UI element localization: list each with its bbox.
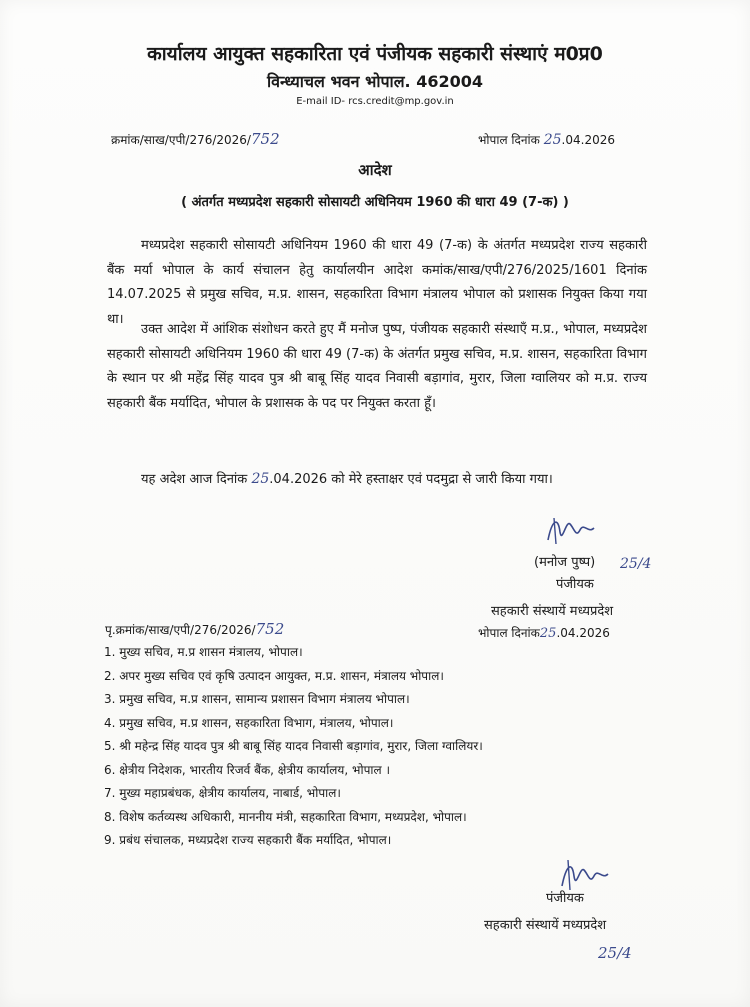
list-item: 1. मुख्य सचिव, म.प्र शासन मंत्रालय, भोपाल। xyxy=(104,645,303,659)
paragraph-3-prefix: यह अदेश आज दिनांक xyxy=(141,472,248,487)
copy-date-prefix: भोपाल दिनांक xyxy=(478,626,540,640)
copy-reference-text: पृ.क्रमांक/साख/एपी/276/2026/ xyxy=(105,623,256,637)
list-item: 8. विशेष कर्तव्यस्थ अधिकारी, माननीय मंत्री, सहकारिता विभाग, मध्यप्रदेश, भोपाल। xyxy=(104,809,467,824)
signature-mark-1 xyxy=(540,510,600,550)
signature-2-date-note: 25/4 xyxy=(598,944,632,962)
order-paragraph-2-text: उक्त आदेश में आंशिक संशोधन करते हुए मैं मनोज पुष्प, पंजीयक सहकारी संस्थाएँ म.प्र., भोपाल, मध्यप्रदेश सहकारी सोसायटी अधिनियम 1960 की धारा 49 (7-क) के अंतर्गत प्रमुख सचिव, म.प्र. शासन, सहकारिता विभाग के स्थान पर श्री महेंद्र सिंह यादव पुत्र श्री बाबू सिंह यादव निवासी बड़ागांव, मुरार, जिला ग्वालियर को म.प्र. राज्य सहकारी बैंक मर्यादित, भोपाल के प्रशासक के पद पर नियुक्त करता हूँ। xyxy=(107,322,647,411)
order-reference-number xyxy=(111,130,280,148)
order-title: आदेश xyxy=(358,161,392,179)
order-date xyxy=(478,131,615,148)
order-subtitle: ( अंतर्गत मध्यप्रदेश सहकारी सोसायटी अधिनियम 1960 की धारा 49 (7-क) ) xyxy=(181,195,569,210)
order-date-day: 25 xyxy=(543,132,562,148)
signatory-organization: सहकारी संस्थायें मध्यप्रदेश xyxy=(491,604,614,619)
order-date-suffix: .04.2026 xyxy=(561,133,615,147)
order-date-prefix: भोपाल दिनांक xyxy=(478,133,540,147)
copy-date-suffix: .04.2026 xyxy=(556,626,610,640)
paragraph-3-suffix: .04.2026 को मेरे हस्ताक्षर एवं पदमुद्रा से जारी किया गया। xyxy=(269,472,553,487)
copy-reference-number xyxy=(105,620,284,638)
copy-recipient-list xyxy=(104,641,483,853)
paragraph-3-day: 25 xyxy=(251,471,270,487)
signatory-name: (मनोज पुष्प) xyxy=(534,555,596,570)
office-heading: कार्यालय आयुक्त सहकारिता एवं पंजीयक सहकारी संस्थाएं म0प्र0 xyxy=(147,43,603,65)
list-item: 4. प्रमुख सचिव, म.प्र शासन, सहकारिता विभाग, मंत्रालय, भोपाल। xyxy=(104,715,394,730)
copy-reference-handwritten: 752 xyxy=(255,620,285,638)
reference-number-text: क्रमांक/साख/एपी/276/2026/ xyxy=(111,133,251,147)
list-item: 7. मुख्य महाप्रबंधक, क्षेत्रीय कार्यालय, नाबार्ड, भोपाल। xyxy=(104,786,341,800)
order-paragraph-2 xyxy=(107,318,647,416)
list-item: 2. अपर मुख्य सचिव एवं कृषि उत्पादन आयुक्त, म.प्र. शासन, मंत्रालय भोपाल। xyxy=(104,668,444,683)
copy-date-day: 25 xyxy=(539,626,557,641)
list-item: 6. क्षेत्रीय निदेशक, भारतीय रिजर्व बैंक, क्षेत्रीय कार्यालय, भोपाल । xyxy=(104,762,390,777)
office-email: E-mail ID- rcs.credit@mp.gov.in xyxy=(296,96,454,107)
signatory-designation: पंजीयक xyxy=(556,577,594,592)
copy-date xyxy=(478,624,610,641)
signatory-organization-2: सहकारी संस्थायें मध्यप्रदेश xyxy=(484,918,607,933)
list-item: 5. श्री महेन्द्र सिंह यादव पुत्र श्री बाबू सिंह यादव निवासी बड़ागांव, मुरार, जिला ग्वालियर। xyxy=(104,739,483,753)
reference-number-handwritten: 752 xyxy=(250,130,280,148)
office-address: विन्ध्याचल भवन भोपाल. 462004 xyxy=(266,72,483,91)
list-item: 3. प्रमुख सचिव, म.प्र शासन, सामान्य प्रशासन विभाग मंत्रालय भोपाल। xyxy=(104,692,410,706)
signatory-designation-2: पंजीयक xyxy=(546,891,584,906)
order-paragraph-3 xyxy=(107,467,647,493)
order-paragraph-1-text: मध्यप्रदेश सहकारी सोसायटी अधिनियम 1960 की धारा 49 (7-क) के अंतर्गत मध्यप्रदेश राज्य सहकारी बैंक मर्या भोपाल के कार्य संचालन हेतु कार्यालयीन आदेश कमांक/साख/एपी/276/2025/1601 दिनांक 14.07.2025 से प्रमुख सचिव, म.प्र. शासन, सहकारिता विभाग मंत्रालय भोपाल को प्रशासक नियुक्त किया गया था। xyxy=(107,238,647,327)
signature-1-date-note: 25/4 xyxy=(620,556,652,572)
list-item: 9. प्रबंध संचालक, मध्यप्रदेश राज्य सहकारी बैंक मर्यादित, भोपाल। xyxy=(104,833,392,847)
